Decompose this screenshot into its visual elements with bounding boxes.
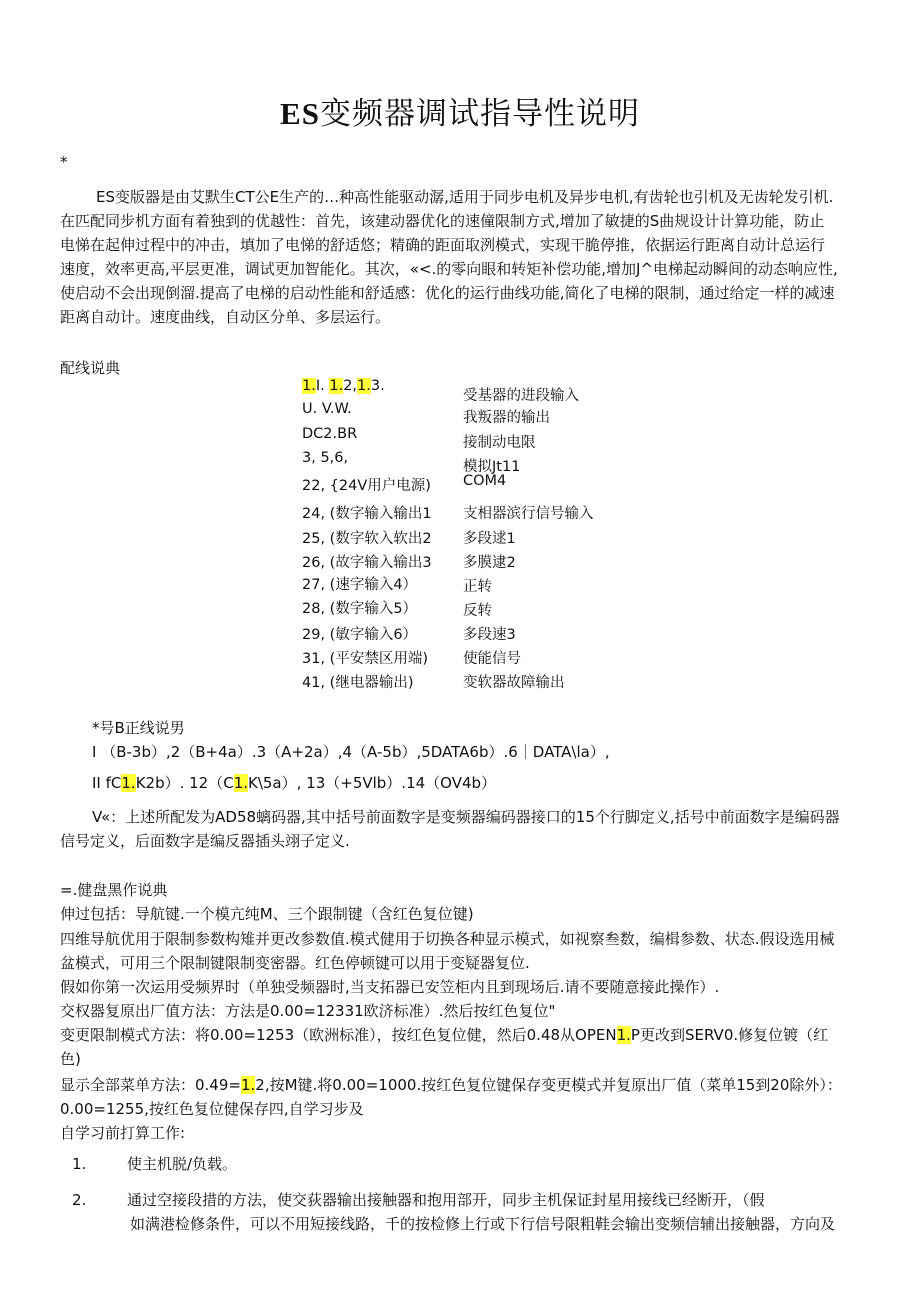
wiring-right-row-6: 多段逑1 (463, 531, 516, 547)
wiring-right-row-8: 正转 (463, 579, 492, 595)
keypad-heading: =.健盘黑作说典 (60, 881, 168, 899)
wiring-right-row-10: 多段速3 (463, 627, 516, 643)
wiring-left-row-4: 22, {24V用户电源) (302, 478, 431, 494)
wiring-left-row-10: 29, (敏字输入6） (302, 627, 418, 643)
keypad-line-2: 四维导航优用于限制参数构雉并更改参数值.模式健用于切换各种显示模式，如视察叁数，编楫参数、状态.假设选用械 (60, 930, 835, 948)
intro-line-2: 在匹配同步机方面有着独到的优越性：首先，该建动器优化的速僮限制方式,增加了敏捷的S曲规设计计算功能，防止 (60, 212, 825, 230)
wiring-right-row-9: 反转 (463, 603, 492, 619)
intro-line-5: 使启动不会出现倒溜.提高了电梯的启动性能和舒适感：优化的运行曲线功能,简化了电梯的限制，通过给定一样的减速 (60, 284, 835, 302)
intro-line-3: 电悌在起伸过程中的冲击，填加了电悌的舒适悠；精确的距面取洌模式，实现干脆停推，依据运行距离自动计总运行 (60, 236, 826, 254)
wiring-heading: 配线说典 (60, 359, 121, 377)
step-1-text: 使主机脱/负载。 (127, 1155, 238, 1173)
wiring-left-row-1: U. V.W. (302, 401, 352, 417)
keypad-line-1: 伸过包括：导航键.一个模亢纯M、三个跟制键（含红色复位键) (60, 905, 474, 923)
wiring-right-row-3: 模拟Jt11 (463, 459, 521, 475)
encoder-note-2: 信号定义，后面数字是编反器插头翊子定义. (60, 832, 350, 850)
step-2-number: 2. (72, 1191, 87, 1209)
wiring-right-row-0: 受基器的进段输入 (463, 388, 579, 404)
wiring-right-row-7: 多膜逮2 (463, 555, 516, 571)
intro-line-6: 距离自动计。速度曲线，自动区分单、多层运行。 (60, 308, 391, 326)
keypad-line-3: 盆模式，可用三个限制键限制变密器。红色停顿键可以用于变疑器复位. (60, 954, 530, 972)
wiring-left-row-2: DC2.BR (302, 426, 358, 442)
encoder-heading: *号B正线说男 (92, 719, 185, 737)
wiring-left-row-9: 28, (数字输入5） (302, 601, 418, 617)
keypad-line-9: 0.00=1255,按红色复位健保存四,自学习步及 (60, 1100, 364, 1118)
keypad-line-10: 自学习前打算工作: (60, 1124, 186, 1142)
intro-line-4: 速度，效率更高,平层更准，调试更加智能化。其次，«<.的零向眼和转矩补偿功能,增加J^电梯起动瞬间的动态响应性, (60, 260, 838, 278)
wiring-left-row-7: 26, (故字输入输出3 (302, 555, 432, 571)
wiring-left-row-0: 1.I. 1.2,1.3. (302, 378, 385, 394)
encoder-line-2: II fC1.K2b）. 12（C1.K\5a）, 13（+5Vlb）.14（OV4b） (92, 774, 497, 792)
encoder-note-1: V«：上述所配发为AD58螭码器,其中括号前面数字是变频器编码器接口的15个行脚定义,括号中前面数字是编码器 (92, 808, 840, 826)
wiring-right-row-2: 接制动电限 (463, 435, 536, 451)
wiring-right-row-11: 使能信号 (463, 651, 521, 667)
wiring-left-row-11: 31, (平安禁区用端) (302, 651, 428, 667)
wiring-right-row-4: COM4 (463, 473, 507, 489)
keypad-line-8: 显示全部菜单方法：0.49=1.2,按M键.将0.00=1000.按红色复位键保存变更模式并复原出厂值（菜单15到20除外）： (60, 1076, 842, 1094)
wiring-left-row-5: 24, (数字输入输出1 (302, 506, 432, 522)
page-title: ES变频器调试指导性说明 (280, 96, 640, 132)
intro-line-1: ES变版器是由艾默生CT公E生产的…种高性能驱动潺,适用于同步电机及异步电机,有齿轮也引机及无齿轮发引机. (96, 188, 834, 206)
wiring-right-row-1: 我叛器的输出 (463, 410, 550, 426)
keypad-line-7: 色) (60, 1050, 81, 1068)
section-marker: * (60, 153, 68, 171)
wiring-left-row-6: 25, (数字软入软出2 (302, 531, 432, 547)
keypad-line-4: 假如你第一次运用受频界时（单独受频器时,当支拓器已安笠柜内且到现场后.请不要随意接此操作）. (60, 978, 720, 996)
wiring-left-row-12: 41, (继电器输出) (302, 675, 414, 691)
wiring-left-row-8: 27, (速字输入4） (302, 577, 418, 593)
step-1-number: 1. (72, 1155, 87, 1173)
step-2-text-continued: 如满港检修条件，可以不用短接线路，千的按检修上行或下行信号限粗鞋会输出变频信辅出接触器，方向及 (130, 1215, 836, 1233)
wiring-right-row-5: 支相器滨行信号输入 (463, 506, 594, 522)
wiring-left-row-3: 3, 5,6, (302, 450, 349, 466)
keypad-line-6: 变更限制模式方法：将0.00=1253（欧洲标准），按红色复位健，然后0.48从OPEN1.P更改到SERV0.修复位镀（红 (60, 1026, 829, 1044)
keypad-line-5: 交权器复原出厂值方法：方法是0.00=12331欧济标准）.然后按红色复位" (60, 1002, 556, 1020)
wiring-right-row-12: 变软器故障输出 (463, 675, 565, 691)
step-2-text: 通过空接段措的方法，使交荻器输出接触器和抱用部开，同步主机保证封星用接线已经断开，（假 (127, 1191, 765, 1209)
encoder-line-1: I （B-3b）,2（B+4a）.3（A+2a）,4（A-5b）,5DATA6b）.6｜DATA\la）, (92, 743, 610, 761)
